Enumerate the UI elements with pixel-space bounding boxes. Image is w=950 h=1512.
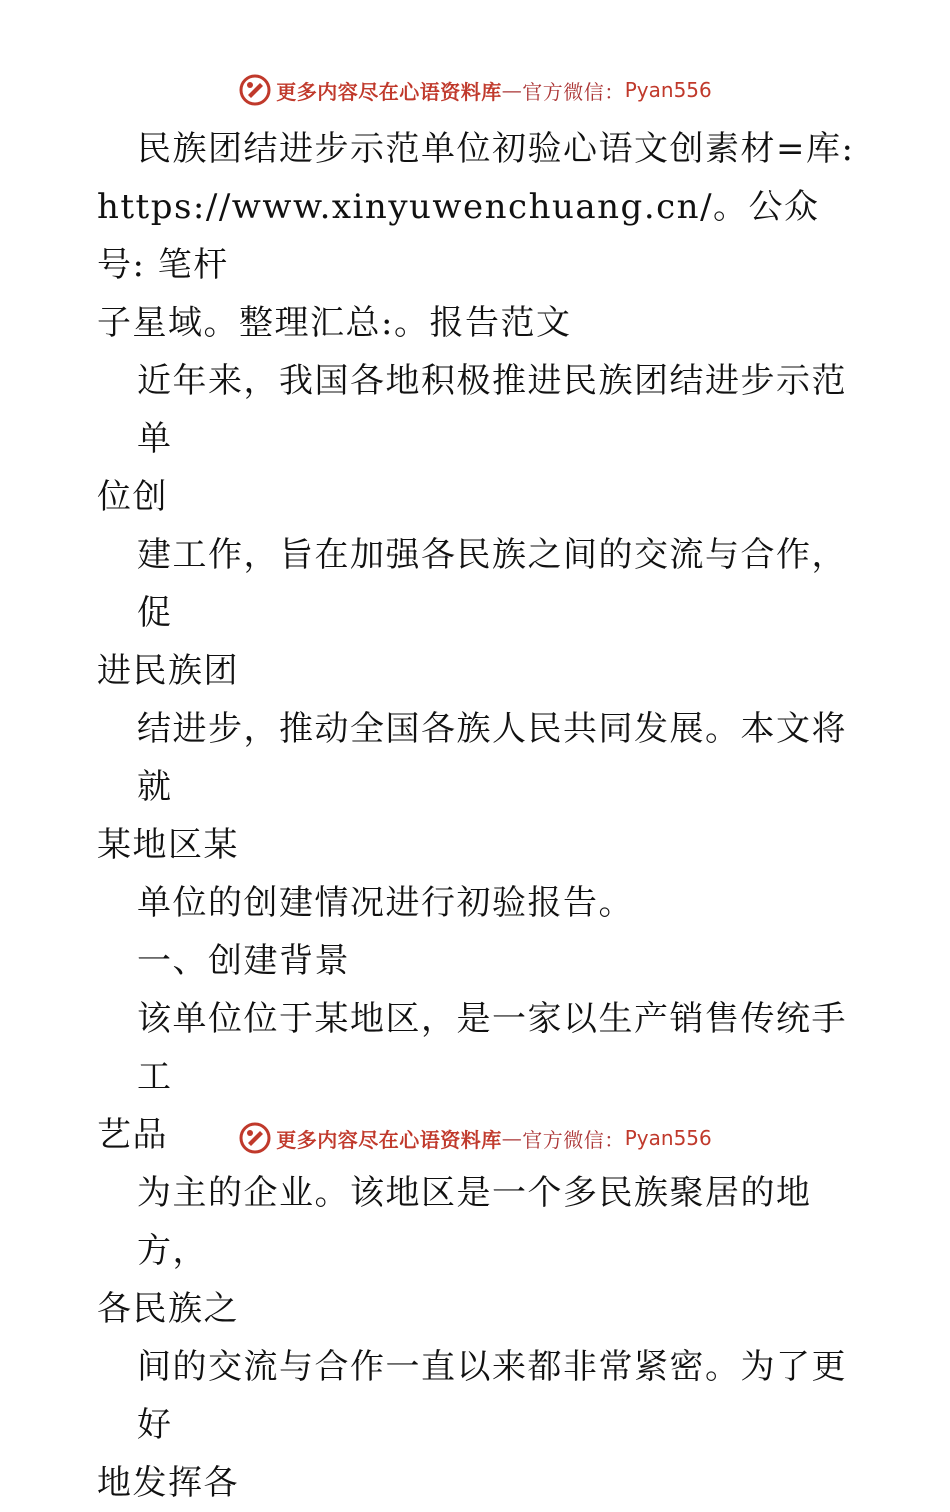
- text-line: 民族团结进步示范单位初验心语文创素材=库:: [137, 129, 855, 169]
- text-line: 子星域。整理汇总:。报告范文: [97, 303, 572, 343]
- banner-account: Pyan556: [624, 1126, 712, 1150]
- banner-brand-text: 更多内容尽在心语资料库: [276, 1127, 502, 1152]
- brand-logo-icon: [238, 73, 272, 107]
- text-line: 一、创建背景: [137, 941, 350, 981]
- text-line: 进民族团: [97, 651, 239, 691]
- text-line: 各民族之: [97, 1289, 239, 1329]
- text-line: 为主的企业。该地区是一个多民族聚居的地方，: [137, 1173, 812, 1271]
- banner-official-label: 官方微信：: [522, 1127, 625, 1152]
- text-line: 艺品: [97, 1115, 168, 1155]
- banner-brand-text: 更多内容尽在心语资料库: [276, 79, 502, 104]
- brand-logo-icon: [238, 1121, 272, 1155]
- text-line: 近年来，我国各地积极推进民族团结进步示范单: [137, 361, 847, 459]
- text-line: 该单位位于某地区，是一家以生产销售传统手工: [137, 999, 847, 1097]
- text-line: 某地区某: [97, 825, 239, 865]
- text-line: 间的交流与合作一直以来都非常紧密。为了更好: [137, 1347, 847, 1445]
- text-line: 位创: [97, 477, 168, 517]
- document-body: [97, 120, 857, 1512]
- text-line: 单位的创建情况进行初验报告。: [137, 883, 634, 923]
- banner-account: Pyan556: [624, 78, 712, 102]
- text-line: 结进步，推动全国各族人民共同发展。本文将就: [137, 709, 847, 807]
- text-line: 建工作，旨在加强各民族之间的交流与合作，促: [137, 535, 847, 633]
- text-line: https://www.xinyuwenchuang.cn/。公众号: 笔杆: [97, 187, 820, 285]
- banner-dash: —: [501, 78, 523, 102]
- text-line: 地发挥各: [97, 1463, 239, 1503]
- banner-dash: —: [501, 1126, 523, 1150]
- footer-banner: [0, 1118, 950, 1158]
- banner-official-label: 官方微信：: [522, 79, 625, 104]
- header-banner: [0, 70, 950, 110]
